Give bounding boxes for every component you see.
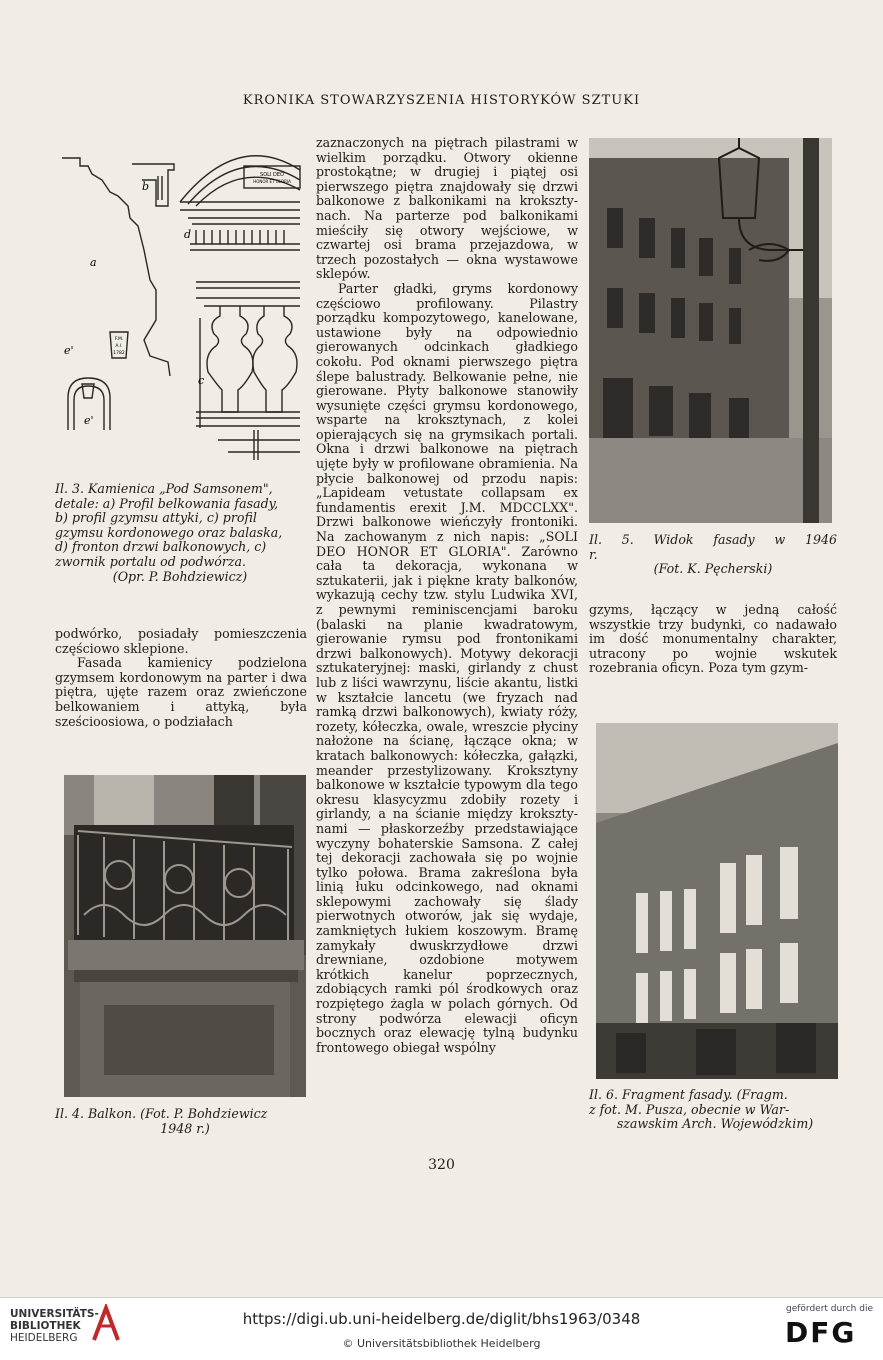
copyright-notice: © Universitätsbibliothek Heidelberg <box>342 1337 541 1350</box>
caption-line: Il. 3. Kamienica „Pod Samsonem", <box>55 481 273 496</box>
figure-3-drawing <box>58 140 308 472</box>
caption-line: zwornik portalu od podwórza. <box>55 553 247 569</box>
caption-line: (Fot. K. Pęcherski) <box>653 561 773 577</box>
dfg-logo: DFG <box>785 1316 857 1349</box>
pediment-inscription-1: SOLI DEO <box>260 172 284 178</box>
caption-line: b) profil gzymsu attyki, c) profil <box>55 510 257 526</box>
caption-line: gzymsu kordonowego oraz balaska, <box>55 524 283 540</box>
caption-line: Il. 5. Widok fasady w 1946 r. <box>589 532 837 562</box>
label-a: a <box>90 256 97 269</box>
label-e1: e' <box>64 344 74 357</box>
keystone-inscription-2: A.I. <box>115 344 123 349</box>
label-e2: e' <box>84 414 94 427</box>
column-3-text <box>589 603 837 676</box>
figure-4-caption <box>55 1107 315 1136</box>
paragraph: Parter gładki, gryms kordonowy częściowo profilowany. Pilastry porządku kompozytowego, kanelowane, ustawione były na odpowiednio gierowanych odcinkach gładkiego cokołu. Pod oknami pierwszego piętra ślepe balustrady. Belkowanie pełne, nie gierowane. Płyty balkonowe stanowiły wysunięte części grymsu kordonowego, wsparte na kroksztynach, z kolei opierających się na grymsikach portali. Okna i drzwi balkonowe na piętrach ujęte były w profilowane obramienia. Na płycie balkonowej od przodu napis: „Lapideam vetustate collapsam ex fundamentis erexit J.M. MDCCLXX". Drzwi balkonowe wieńczyły frontoniki. Na zachowanym z nich napis: „SOLI DEO HONOR ET GLORIA". Zarówno cała ta dekoracja, wykonana w sztukaterii, jak i piękne kraty balkonów, wykazują cechy tzw. stylu Ludwika XVI, z pewnymi reminiscencjami baroku (balaski na planie kwadratowym, gierowanie rymsu pod frontonikami drzwi balkonowych). Motywy dekoracji sztukateryjnej: maski, girlandy z chust lub z liści wawrzynu, liście akantu, listki w kształcie lancetu (we fryzach nad ramką drzwi balkonowych), kwiaty róży, rozety, kółeczka, owale, wreszcie płyciny nałożone na ścianę, łączące okna; w kratach balkonowych: kółeczka, gałązki, meander przestylizowany. Kroksztyny balkonowe w kształcie typowym dla tego okresu klasycyzmu zdobiły rozety i girlandy, a na ścianie między kroksztynami — płaskorzeźby przedstawiające wyczyny bohaterskie Samsona. Z całej tej dekoracji zachowała się po wojnie tylko połowa. Brama zakreślona była linią łuku odcinkowego, nad oknami sklepowymi zachowały się ślady pierwotnych otworów, jak się wydaje, zamkniętych łukiem koszowym. Bramę zamykały dwuskrzydłowe drzwi drewniane, ozdobione motywem krótkich kanelur poprzecznych, zdobiących ramki pól środkowych oraz rozpiętego żagla w polach górnych. Od strony podwórza elewacji oficyn bocznych oraz elewację tylną budynku frontowego obiegał wspólny <box>316 280 578 1055</box>
caption-line: 1948 r.) <box>160 1120 210 1136</box>
label-d: d <box>184 228 192 241</box>
figure-6-photo <box>596 723 838 1079</box>
caption-line: detale: a) Profil belkowania fasady, <box>55 495 279 511</box>
balcony-photo <box>64 775 306 1097</box>
figure-5-photo <box>589 138 832 523</box>
caption-line: szawskim Arch. Wojewódzkim) <box>616 1116 814 1132</box>
caption-line: d) fronton drzwi balkonowych, c) <box>55 539 267 555</box>
page-number: 320 <box>428 1157 455 1173</box>
keystone-inscription-1: F.M. <box>114 337 124 342</box>
figure-5-caption <box>589 533 837 577</box>
library-line: HEIDELBERG <box>10 1332 78 1344</box>
pediment-inscription-2: HONOR ET GLORIA <box>253 179 291 184</box>
caption-line: Il. 4. Balkon. (Fot. P. Bohdziewicz <box>55 1106 268 1121</box>
facade-fragment-photo <box>596 723 838 1079</box>
facade-1946-photo <box>589 138 832 523</box>
label-b: b <box>142 180 150 193</box>
architectural-profile-drawing <box>58 140 308 472</box>
paragraph: zaznaczonych na piętrach pilastrami w wielkim porządku. Otwory okienne prostokątne; w drugiej i piątej osi pierwszego piętra znajdowały się drzwi balkonowe z balkonikami na kroksztynach. Na parterze pod balkonikami mieściły się otwory wejściowe, w czwartej osi brama przejazdowa, w trzech pozostałych — okna wystawowe sklepów. <box>316 135 578 282</box>
column-2-text <box>316 136 578 1055</box>
figure-6-caption <box>589 1088 841 1132</box>
figure-4-photo <box>64 775 306 1097</box>
paragraph: Fasada kamienicy podzielona gzymsem kordonowym na parter i dwa piętra, ujęte razem oraz zwieńczone belkowaniem i attyką, była sześcioosiowa, o podziałach <box>55 655 307 729</box>
paragraph: gzyms, łączący w jedną całość wszystkie trzy budynki, co nadawało im dość monumentalny charakter, utracony po wojnie wskutek rozebrania oficyn. Poza tym gzym- <box>589 602 837 676</box>
keystone-inscription-3: 1782 <box>113 351 125 356</box>
figure-3-caption <box>55 482 305 584</box>
caption-line: Il. 6. Fragment fasady. (Fragm. <box>589 1087 788 1102</box>
footer-bar <box>0 1297 883 1360</box>
running-header: KRONIKA STOWARZYSZENIA HISTORYKÓW SZTUKI <box>242 93 641 108</box>
document-link[interactable]: https://digi.ub.uni-heidelberg.de/diglit/bhs1963/0348 <box>242 1310 641 1328</box>
caption-line: (Opr. P. Bohdziewicz) <box>112 568 248 584</box>
caption-line: z fot. M. Pusza, obecnie w War- <box>589 1101 790 1117</box>
paragraph: podwórko, posiadały pomieszczenia częściowo sklepione. <box>55 626 307 656</box>
funding-label: gefördert durch die <box>786 1304 873 1314</box>
library-line: UNIVERSITÄTS- <box>10 1308 99 1320</box>
label-c: c <box>198 374 205 387</box>
column-1-text <box>55 627 307 729</box>
library-line: BIBLIOTHEK <box>10 1320 81 1332</box>
